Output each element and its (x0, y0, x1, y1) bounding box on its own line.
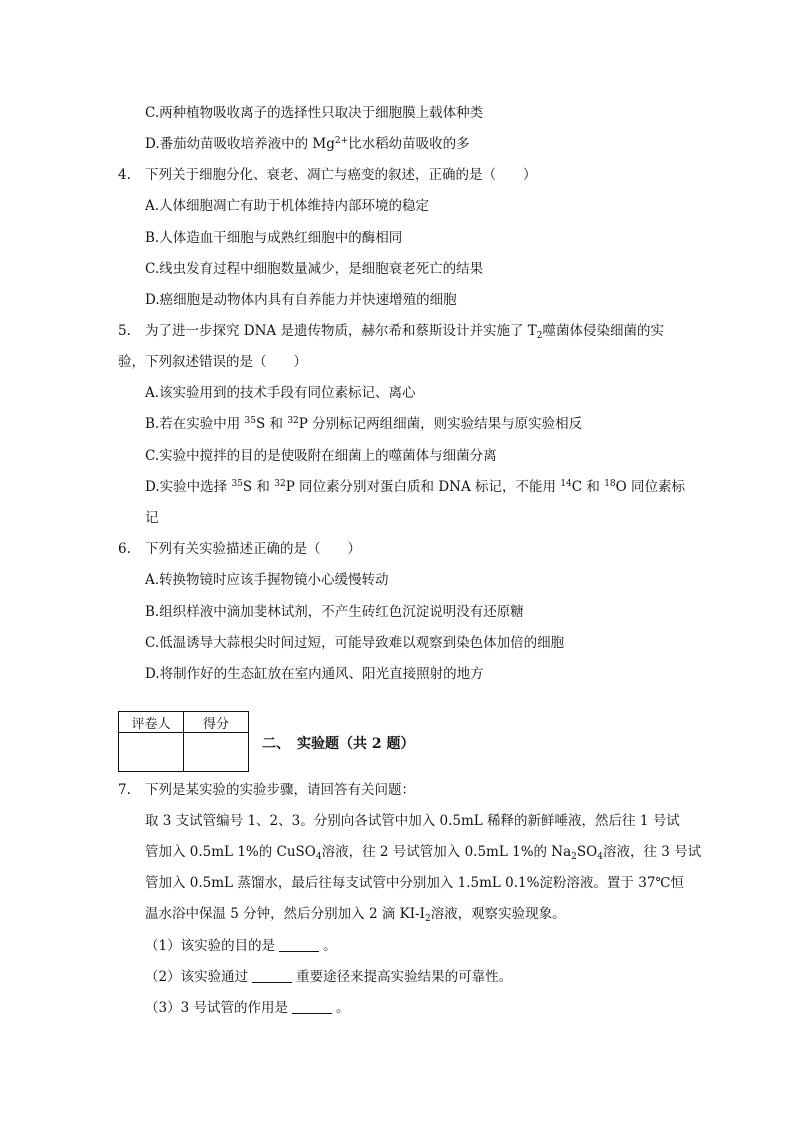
q5-option-c: C.实验中搅拌的目的是使吸附在细菌上的噬菌体与细菌分离 (145, 448, 497, 464)
q4-number: 4. (118, 167, 131, 183)
q4-option-d: D.癌细胞是动物体内具有自养能力并快速增殖的细胞 (145, 292, 457, 308)
score-table-grader-cell (119, 733, 184, 772)
q3-option-c: C.两种植物吸收离子的选择性只取决于细胞膜上载体种类 (145, 105, 484, 121)
q4-option-a: A.人体细胞凋亡有助于机体维持内部环境的稳定 (145, 198, 430, 214)
q7-para-line1: 取 3 支试管编号 1、2、3。分别向各试管中加入 0.5mL 稀释的新鲜唾液，然后往 1 号试 (145, 813, 680, 829)
q5-option-a: A.该实验用到的技术手段有同位素标记、离心 (145, 385, 416, 401)
answer-blank-1[interactable] (279, 937, 319, 952)
q5-stem-line1: 为了进一步探究 DNA 是遗传物质，赫尔希和蔡斯设计并实施了 $T_2$噬菌体侵染细菌的实 (145, 323, 664, 341)
q5-option-d-cont: 记 (145, 510, 159, 526)
q7-number: 7. (118, 782, 131, 798)
q3-option-d: D.番茄幼苗吸收培养液中的 $Mg^{2+}$比水稻幼苗吸收的多 (145, 136, 470, 152)
q7-subquestion-1: （1）该实验的目的是 。 (145, 938, 337, 954)
q7-para-line3: 管加入 0.5mL 蒸馏水，最后往每支试管中分别加入 1.5mL 0.1%淀粉溶液。置于 37℃恒 (145, 875, 685, 891)
q6-number: 6. (118, 541, 131, 557)
score-table-score-cell (184, 733, 249, 772)
q4-stem: 下列关于细胞分化、衰老、凋亡与癌变的叙述，正确的是（ ） (145, 167, 537, 183)
answer-blank-2[interactable] (252, 968, 292, 983)
q6-option-d: D.将制作好的生态缸放在室内通风、阳光直接照射的地方 (145, 666, 484, 682)
q6-option-c: C.低温诱导大蒜根尖时间过短，可能导致难以观察到染色体加倍的细胞 (145, 635, 565, 651)
q6-option-b: B.组织样液中滴加斐林试剂，不产生砖红色沉淀说明没有还原糖 (145, 604, 524, 620)
score-table-score-header: 得分 (184, 712, 249, 733)
q5-stem-line2: 验，下列叙述错误的是（ ） (118, 354, 307, 370)
section-title: 二、 实验题（共 2 题） (262, 736, 415, 752)
q7-para-line4: 温水浴中保温 5 分钟，然后分别加入 2 滴 $KI-I_2$溶液，观察实验现象。 (145, 906, 566, 924)
answer-blank-3[interactable] (292, 999, 332, 1014)
q5-number: 5. (118, 323, 131, 339)
q6-option-a: A.转换物镜时应该手握物镜小心缓慢转动 (145, 572, 389, 588)
q5-option-d: D.实验中选择 $^{35}$S 和 $^{32}$P 同位素分别对蛋白质和 DNA 标记，不能用 $^{14}$C 和 $^{18}$O 同位素标 (145, 479, 686, 495)
q7-para-line2: 管加入 0.5mL 1%的 CuSO$_4$溶液，往 2 号试管加入 0.5mL 1%的 $Na_2SO_4$溶液，往 3 号试 (145, 844, 702, 862)
q4-option-c: C.线虫发育过程中细胞数量减少，是细胞衰老死亡的结果 (145, 261, 484, 277)
q4-option-b: B.人体造血干细胞与成熟红细胞中的酶相同 (145, 230, 403, 246)
q6-stem: 下列有关实验描述正确的是（ ） (145, 541, 361, 557)
q7-subquestion-3: （3）3 号试管的作用是 。 (145, 1000, 350, 1016)
q7-stem: 下列是某实验的实验步骤，请回答有关问题： (145, 782, 415, 798)
score-table (118, 711, 249, 772)
score-table-grader-header: 评卷人 (119, 712, 184, 733)
q5-option-b: B.若在实验中用 $^{35}$S 和 $^{32}$P 分别标记两组细菌，则实验结果与原实验相反 (145, 416, 583, 432)
q7-subquestion-2: （2）该实验通过 重要途径来提高实验结果的可靠性。 (145, 969, 513, 985)
